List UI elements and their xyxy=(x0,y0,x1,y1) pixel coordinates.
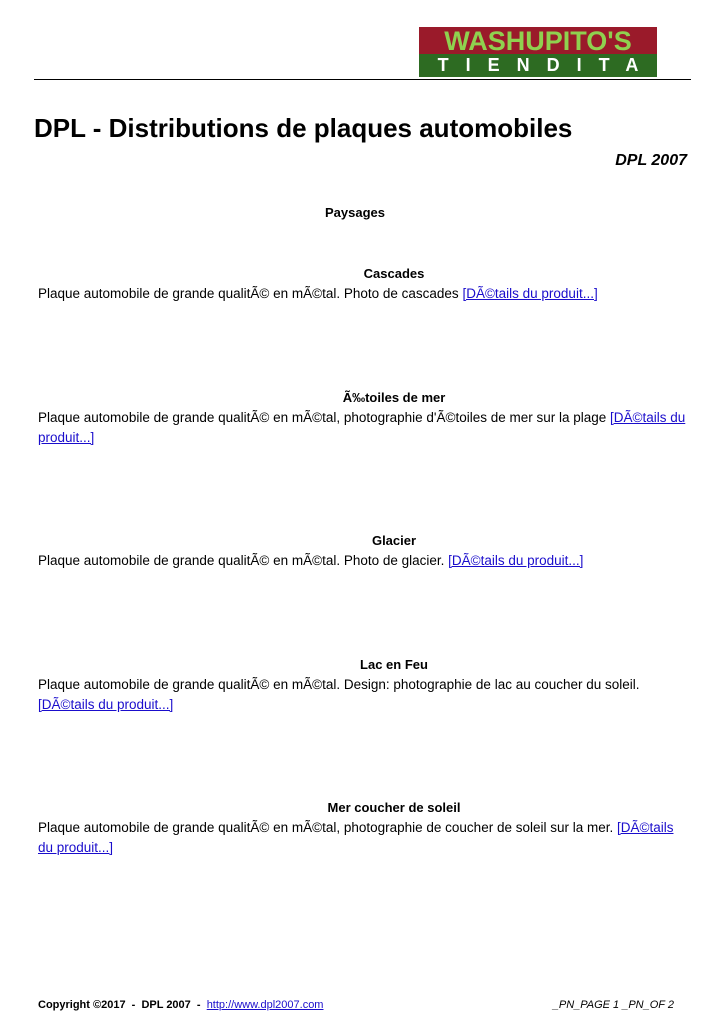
product-description xyxy=(38,408,688,448)
footer-website-link[interactable]: http://www.dpl2007.com xyxy=(206,999,324,1011)
page-title: DPL - Distributions de plaques automobiles xyxy=(34,113,573,143)
washupitos-tiendita-logo xyxy=(419,27,657,77)
product-item xyxy=(38,655,688,715)
product-title: Glacier xyxy=(371,533,417,548)
product-description xyxy=(38,284,688,304)
header-divider xyxy=(34,79,691,80)
product-item xyxy=(38,264,688,304)
product-details-link[interactable]: [DÃ©tails du produit...] xyxy=(448,553,584,568)
footer-copyright: Copyright ©2017 - DPL 2007 - xyxy=(38,999,207,1011)
product-description-text: Plaque automobile de grande qualitÃ© en mÃ©tal. Photo de glacier. xyxy=(38,553,445,568)
product-title: Ã‰toiles de mer xyxy=(342,390,446,405)
page-subtitle: DPL 2007 xyxy=(615,152,687,169)
product-details-link[interactable]: [DÃ©tails du produit...] xyxy=(38,697,174,712)
product-description xyxy=(38,818,688,858)
product-details-link[interactable]: [DÃ©tails du produit...] xyxy=(38,820,674,855)
product-item xyxy=(38,388,688,448)
product-description-text: Plaque automobile de grande qualitÃ© en mÃ©tal. Photo de cascades xyxy=(38,286,459,301)
logo-line-2: TIENDITA xyxy=(419,54,657,77)
product-item xyxy=(38,531,688,571)
product-details-link[interactable]: [DÃ©tails du produit...] xyxy=(462,286,598,301)
product-title: Cascades xyxy=(363,266,425,281)
product-item xyxy=(38,798,688,858)
product-title: Mer coucher de soleil xyxy=(327,800,461,815)
product-details-link[interactable]: [DÃ©tails du produit...] xyxy=(38,410,686,445)
product-title: Lac en Feu xyxy=(360,657,428,672)
product-description xyxy=(38,551,688,571)
product-description-text: Plaque automobile de grande qualitÃ© en mÃ©tal, photographie d'Ã©toiles de mer sur la plage xyxy=(38,410,607,425)
logo-line-1: WASHUPITO'S xyxy=(419,27,657,54)
footer-page-number: _PN_PAGE 1 _PN_OF 2 xyxy=(552,999,674,1011)
category-heading: Paysages xyxy=(325,205,385,220)
product-description-text: Plaque automobile de grande qualitÃ© en mÃ©tal, photographie de coucher de soleil sur la mer. xyxy=(38,820,614,835)
product-description xyxy=(38,675,688,715)
product-description-text: Plaque automobile de grande qualitÃ© en mÃ©tal. Design: photographie de lac au coucher du soleil. xyxy=(38,677,640,692)
page-footer xyxy=(38,999,674,1011)
